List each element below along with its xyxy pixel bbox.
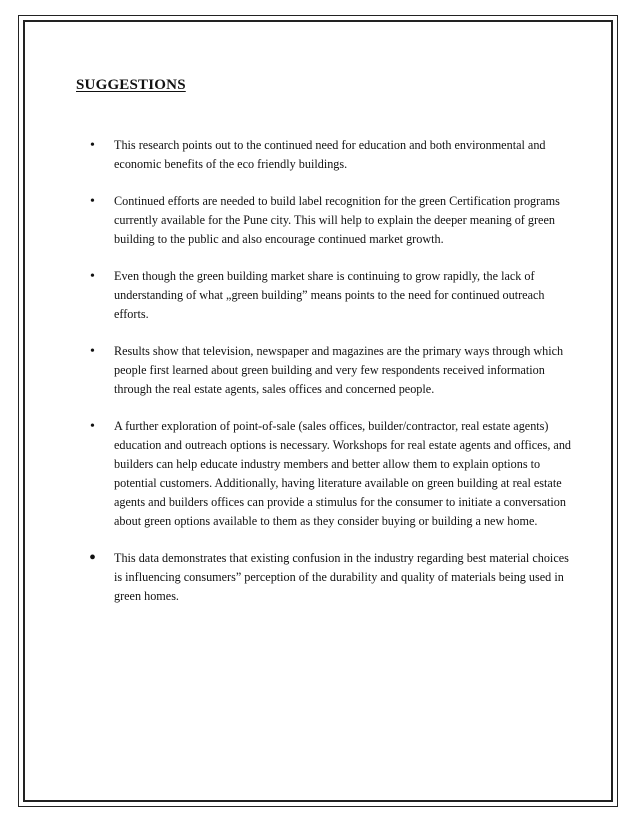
list-item: • This data demonstrates that existing confusion in the industry regarding best material choices is influencing consumers” perception of the durability and quality of materials being used in green homes. <box>88 549 578 606</box>
list-item: • Results show that television, newspaper and magazines are the primary ways through which people first learned about green building and very few respondents received information through the real estate agents, sales offices and concerned people. <box>88 342 578 399</box>
page-title: SUGGESTIONS <box>76 77 186 93</box>
list-item: • Continued efforts are needed to build label recognition for the green Certification programs currently available for the Pune city. This will help to explain the deeper meaning of green building to the public and also encourage continued market growth. <box>88 192 578 249</box>
list-item: • This research points out to the continued need for education and both environmental and economic benefits of the eco friendly buildings. <box>88 136 578 174</box>
suggestions-list <box>88 136 578 624</box>
list-item: • A further exploration of point-of-sale (sales offices, builder/contractor, real estate agents) education and outreach options is necessary. Workshops for real estate agents and offices, and builders can help educate industry members and better allow them to explain options to potential customers. Additionally, having literature available on green building at real estate agents and builders offices can provide a stimulus for the consumer to initiate a conversation about green options available to them as they consider buying or building a new home. <box>88 417 578 531</box>
list-item: • Even though the green building market share is continuing to grow rapidly, the lack of understanding of what „green building” means points to the need for continued outreach efforts. <box>88 267 578 324</box>
